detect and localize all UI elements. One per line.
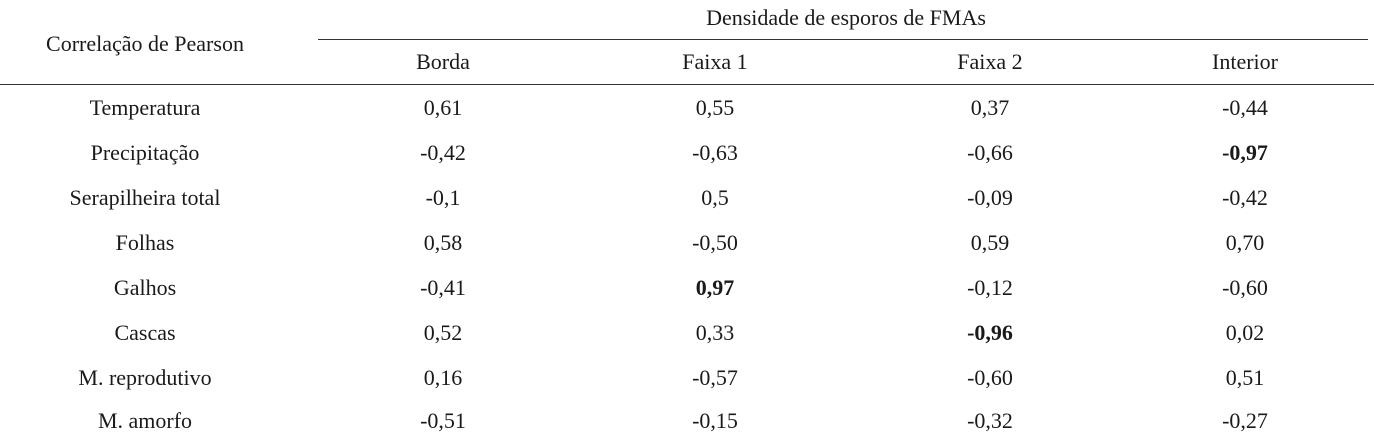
table-cell: 0,59	[970, 230, 1010, 255]
table-cell: 0,51	[1225, 365, 1265, 390]
table-cell: -0,15	[692, 408, 738, 433]
table-cell: 0,37	[970, 95, 1010, 120]
table-cell: 0,97	[695, 275, 735, 300]
column-header-faixa-1: Faixa 1	[682, 49, 748, 74]
table-row	[0, 355, 1374, 400]
table-cell: -0,63	[692, 140, 738, 165]
table-cell: -0,60	[1222, 275, 1268, 300]
table-cell: -0,96	[967, 320, 1013, 345]
table-cell: -0,41	[420, 275, 466, 300]
table-cell: -0,44	[1222, 95, 1268, 120]
table-cell: 0,02	[1225, 320, 1265, 345]
table-row	[0, 85, 1374, 130]
table-row	[0, 265, 1374, 310]
table-cell: -0,32	[967, 408, 1013, 433]
table-cell: 0,55	[695, 95, 735, 120]
table-cell: 0,16	[423, 365, 463, 390]
row-label: Temperatura	[89, 95, 201, 120]
table-cell: -0,51	[420, 408, 466, 433]
row-label: Precipitação	[90, 140, 200, 165]
table-row	[0, 220, 1374, 265]
row-label: Galhos	[113, 275, 177, 300]
table-row	[0, 398, 1374, 443]
table-cell: -0,1	[425, 185, 461, 210]
table-cell: -0,97	[1222, 140, 1268, 165]
table-cell: -0,27	[1222, 408, 1268, 433]
group-header-rule	[318, 39, 1368, 40]
table-cell: 0,52	[423, 320, 463, 345]
group-header: Densidade de esporos de FMAs	[706, 5, 986, 30]
table-cell: 0,70	[1225, 230, 1265, 255]
table-cell: 0,5	[701, 185, 729, 210]
table-cell: -0,66	[967, 140, 1013, 165]
table-cell: -0,42	[420, 140, 466, 165]
column-header-interior: Interior	[1212, 49, 1278, 74]
table-row	[0, 310, 1374, 355]
table-cell: -0,50	[692, 230, 738, 255]
table-cell: -0,60	[967, 365, 1013, 390]
table-cell: -0,12	[967, 275, 1013, 300]
column-header-faixa-2: Faixa 2	[957, 49, 1023, 74]
column-header-borda: Borda	[416, 49, 470, 74]
table-row	[0, 175, 1374, 220]
table-cell: -0,57	[692, 365, 738, 390]
stub-header: Correlação de Pearson	[46, 31, 244, 56]
row-label: M. reprodutivo	[78, 365, 212, 390]
table-cell: 0,58	[423, 230, 463, 255]
row-label: Cascas	[114, 320, 176, 345]
row-label: Serapilheira total	[69, 185, 221, 210]
table-row	[0, 130, 1374, 175]
row-label: M. amorfo	[97, 408, 193, 433]
table-cell: 0,33	[695, 320, 735, 345]
table-cell: -0,09	[967, 185, 1013, 210]
row-label: Folhas	[115, 230, 175, 255]
table-cell: 0,61	[423, 95, 463, 120]
table-cell: -0,42	[1222, 185, 1268, 210]
